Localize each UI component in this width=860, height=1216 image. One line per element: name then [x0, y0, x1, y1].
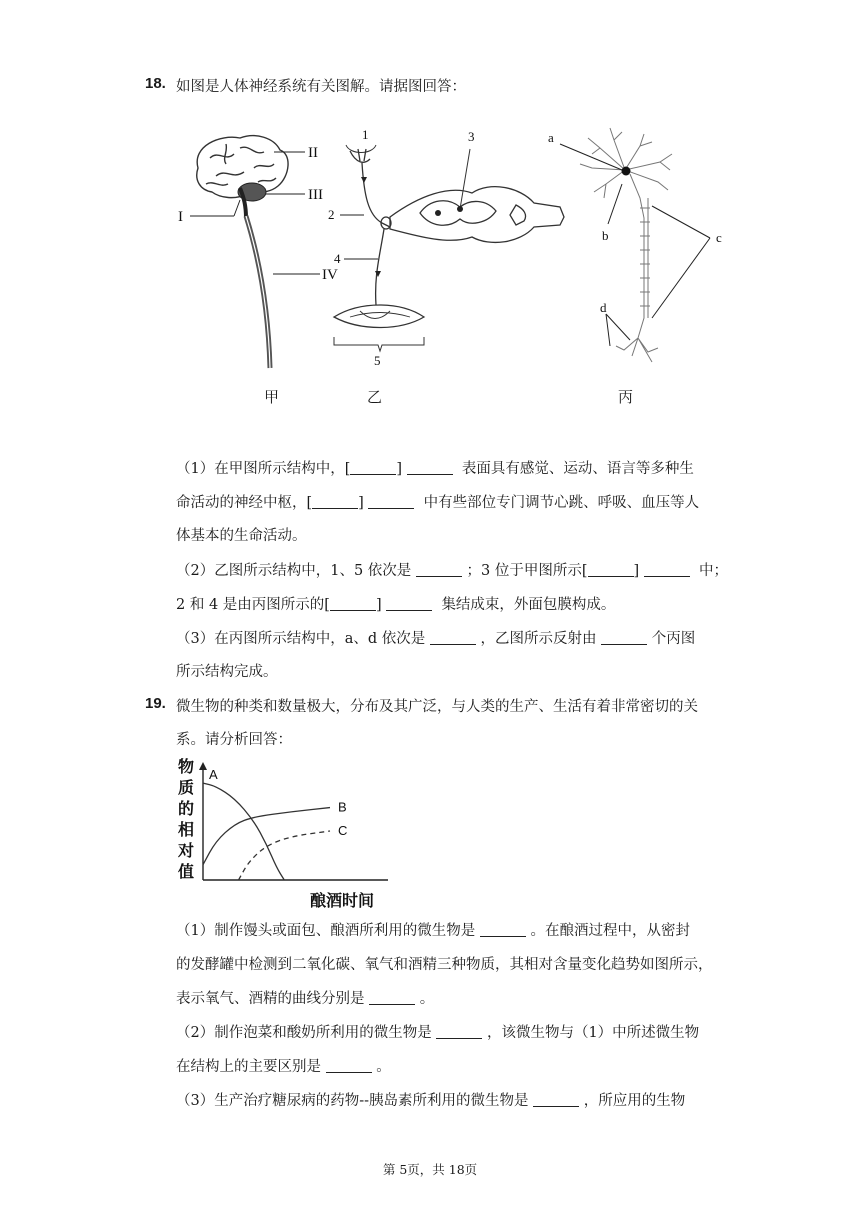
q18-part2-line1: （2）乙图所示结构中，1、5 依次是 ；3 位于甲图所示[ ] 中；	[176, 563, 729, 579]
cell-body	[622, 167, 631, 176]
effector	[334, 305, 424, 328]
label-IV: IV	[322, 267, 338, 283]
y-axis-label-char: 对	[178, 843, 195, 860]
label-4: 4	[334, 251, 341, 266]
q18-part2-line2: 2 和 4 是由丙图所示的[ ] 集结成束，外面包膜构成。	[176, 597, 616, 613]
question-18-stem: 如图是人体神经系统有关图解。请据图回答：	[176, 79, 466, 95]
series-C-label: C	[338, 823, 348, 839]
caption-jia: 甲	[264, 389, 280, 406]
x-axis-label: 酿酒时间	[310, 893, 375, 910]
caption-yi: 乙	[367, 389, 383, 406]
label-d: d	[600, 300, 607, 315]
label-c: c	[716, 230, 722, 245]
question-19-stem-line2: 系。请分析回答：	[176, 732, 292, 748]
series-B-line	[203, 808, 330, 865]
caption-bing: 丙	[618, 389, 634, 406]
spinal-cord	[246, 216, 270, 368]
q19-part1-line1: （1）制作馒头或面包、酿酒所利用的微生物是 。在酿酒过程中，从密封	[176, 923, 690, 939]
y-axis-label-char: 物	[178, 759, 195, 776]
question-19-stem-line1: 微生物的种类和数量极大，分布及其广泛，与人类的生产、生活有着非常密切的关	[176, 699, 698, 715]
q19-part1-line3: 表示氧气、酒精的曲线分别是 。	[176, 991, 435, 1007]
label-5: 5	[374, 353, 381, 368]
label-II: II	[308, 145, 318, 161]
question-18-number: 18.	[145, 75, 166, 92]
question-19-number: 19.	[145, 695, 166, 712]
label-b: b	[602, 228, 609, 243]
spinal-cord-section	[390, 187, 564, 243]
page-footer: 第 5页，共 18页	[382, 1162, 478, 1177]
y-axis-label-char: 相	[178, 822, 195, 839]
q18-part1-line3: 体基本的生命活动。	[176, 528, 307, 544]
q19-part3-line1: （3）生产治疗糖尿病的药物--胰岛素所利用的微生物是 ，所应用的生物	[176, 1093, 686, 1109]
label-1: 1	[362, 127, 369, 142]
label-a: a	[548, 130, 554, 145]
q18-part1-line1: （1）在甲图所示结构中，[ ] 表面具有感觉、运动、语言等多种生	[176, 461, 694, 477]
y-axis-label-char: 值	[178, 864, 195, 881]
q19-part2-line1: （2）制作泡菜和酸奶所利用的微生物是 ，该微生物与（1）中所述微生物	[176, 1025, 700, 1041]
y-axis-label-char: 质	[178, 780, 195, 797]
q19-part1-line2: 的发酵罐中检测到二氧化碳、氧气和酒精三种物质，其相对含量变化趋势如图所示，	[176, 957, 713, 973]
q18-part1-line2: 命活动的神经中枢，[ ] 中有些部位专门调节心跳、呼吸、血压等人	[176, 495, 700, 511]
label-I: I	[178, 209, 183, 225]
series-B-label: B	[338, 799, 347, 815]
label-III: III	[308, 187, 323, 203]
q18-part3-line2: 所示结构完成。	[176, 664, 278, 680]
y-axis-arrow	[199, 762, 207, 770]
label-3: 3	[468, 129, 475, 144]
y-axis-label-char: 的	[178, 801, 195, 818]
series-A-label: A	[209, 767, 218, 783]
q19-part2-line2: 在结构上的主要区别是 。	[176, 1059, 391, 1075]
label-2: 2	[328, 207, 335, 222]
q18-part3-line1: （3）在丙图所示结构中，a、d 依次是 ，乙图所示反射由 个丙图	[176, 631, 696, 647]
figure-bing-neuron	[540, 118, 740, 368]
series-A-line	[203, 783, 284, 880]
fermentation-chart	[170, 756, 400, 910]
series-C-line	[239, 831, 330, 880]
